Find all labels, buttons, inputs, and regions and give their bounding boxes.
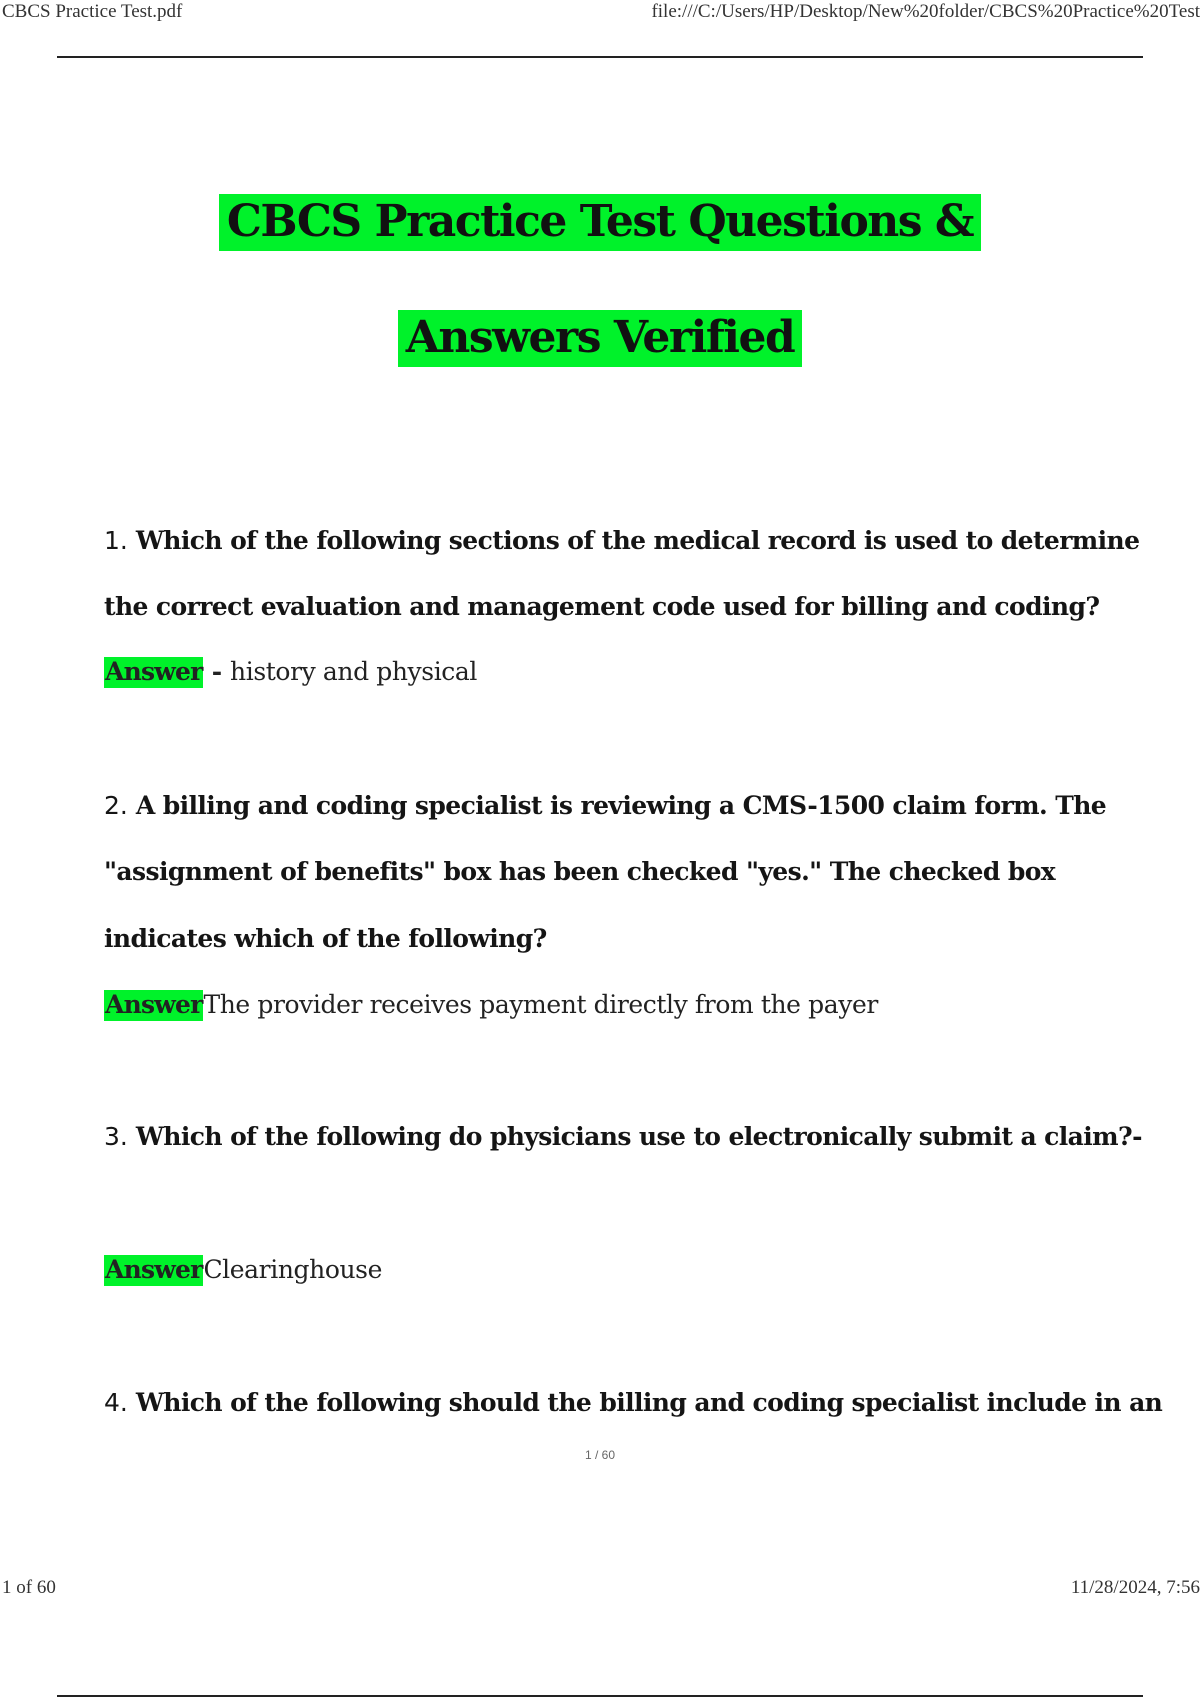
question-4-line-1 bbox=[104, 1388, 1163, 1417]
question-number: 1. bbox=[104, 526, 128, 555]
question-text: Which of the following do physicians use to electronically submit a claim?- bbox=[135, 1122, 1142, 1151]
document-title-line-2 bbox=[0, 312, 1200, 363]
question-text: "assignment of benefits" box has been checked "yes." The checked box bbox=[104, 857, 1056, 886]
header-rule bbox=[57, 56, 1143, 58]
question-2-answer bbox=[104, 990, 878, 1019]
print-footer bbox=[0, 1576, 1200, 1602]
answer-text: Clearinghouse bbox=[203, 1255, 383, 1284]
question-3-line-1 bbox=[104, 1122, 1144, 1151]
footer-rule bbox=[57, 1695, 1143, 1697]
question-text: Which of the following sections of the medical record is used to determine bbox=[135, 526, 1140, 555]
answer-text: The provider receives payment directly from the payer bbox=[203, 990, 878, 1019]
question-1-answer bbox=[104, 657, 477, 686]
question-2-line-2 bbox=[104, 857, 1144, 886]
question-text: indicates which of the following? bbox=[104, 924, 547, 953]
answer-label: Answer bbox=[105, 990, 203, 1019]
answer-label: Answer bbox=[105, 657, 203, 686]
question-text: Which of the following should the billing and coding specialist include in an bbox=[135, 1388, 1163, 1417]
question-3-answer bbox=[104, 1255, 382, 1284]
print-footer-page-count: 1 of 60 bbox=[2, 1577, 56, 1598]
answer-separator: - bbox=[203, 657, 231, 686]
question-2-line-3 bbox=[104, 924, 1144, 953]
print-header-url: file:///C:/Users/HP/Desktop/New%20folder/CBCS%20Practice%20Test bbox=[651, 1, 1200, 22]
answer-text: history and physical bbox=[230, 657, 478, 686]
title-highlight-1: CBCS Practice Test Questions & bbox=[219, 194, 981, 251]
title-highlight-2: Answers Verified bbox=[398, 310, 802, 367]
question-text: A billing and coding specialist is reviewing a CMS-1500 claim form. The bbox=[135, 791, 1107, 820]
question-text: the correct evaluation and management code used for billing and coding? bbox=[104, 592, 1100, 621]
question-1-line-2 bbox=[104, 592, 1144, 621]
question-2-line-1 bbox=[104, 791, 1144, 820]
print-footer-datetime: 11/28/2024, 7:56 bbox=[1070, 1577, 1200, 1598]
question-number: 3. bbox=[104, 1122, 128, 1151]
print-header-filename: CBCS Practice Test.pdf bbox=[2, 1, 183, 22]
question-number: 4. bbox=[104, 1388, 128, 1417]
print-header bbox=[0, 0, 1200, 26]
question-1-line-1 bbox=[104, 526, 1144, 555]
page-indicator: 1 / 60 bbox=[584, 1448, 616, 1462]
document-title-line-1 bbox=[0, 196, 1200, 247]
answer-label: Answer bbox=[105, 1255, 203, 1284]
question-number: 2. bbox=[104, 791, 128, 820]
